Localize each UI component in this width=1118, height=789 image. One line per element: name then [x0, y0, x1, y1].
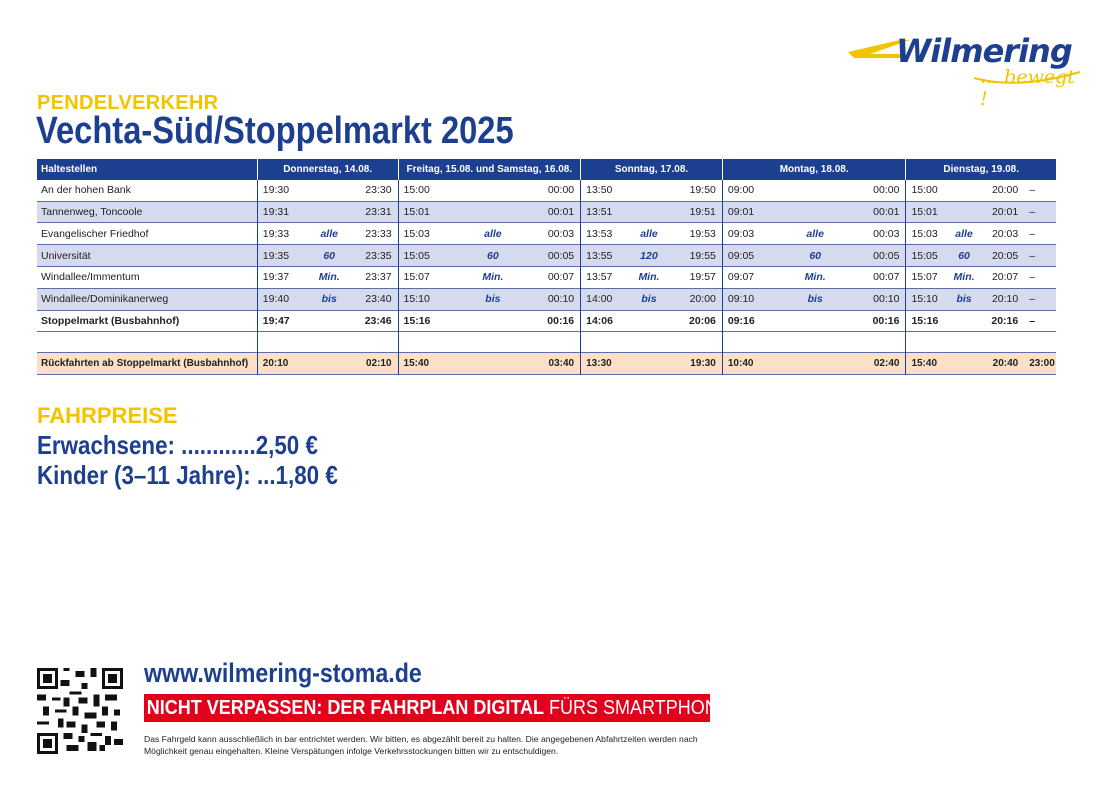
- time-cell: 15:07: [398, 266, 465, 288]
- interval-cell: bis: [641, 293, 657, 306]
- time-cell: 13:30: [581, 353, 620, 375]
- interval-cell: [306, 180, 352, 201]
- interval-cell: [619, 353, 678, 375]
- interval-cell: alle: [640, 227, 658, 240]
- dash-cell: –: [1029, 205, 1036, 218]
- spacer-cell: [722, 332, 906, 353]
- time-cell: 19:33: [257, 223, 306, 245]
- col-header-monday: Montag, 18.08.: [722, 159, 906, 180]
- time-cell: 23:35: [365, 249, 392, 262]
- time-cell: 19:53: [689, 227, 716, 240]
- qr-code-icon[interactable]: [37, 668, 123, 754]
- time-cell: 09:00: [722, 180, 785, 201]
- col-header-tuesday: Dienstag, 19.08.: [906, 159, 1056, 180]
- interval-cell: [306, 310, 352, 332]
- interval-cell: 60: [323, 249, 336, 262]
- table-row: [37, 245, 1056, 267]
- dash-cell: –: [1029, 293, 1036, 306]
- time-cell: 19:47: [257, 310, 306, 332]
- time-cell: 15:40: [906, 353, 946, 375]
- website-link[interactable]: www.wilmering-stoma.de: [144, 658, 422, 688]
- dash-cell: –: [1029, 271, 1036, 284]
- stop-name: Stoppelmarkt (Busbahnhof): [41, 314, 180, 327]
- logo-wordmark: Wilmering: [896, 32, 1072, 70]
- time-cell: 09:10: [722, 288, 785, 310]
- interval-cell: Min.: [638, 271, 660, 284]
- time-cell: 10:40: [722, 353, 785, 375]
- time-cell: 19:55: [689, 249, 716, 262]
- col-header-thursday: Donnerstag, 14.08.: [257, 159, 398, 180]
- time-cell: 23:37: [365, 271, 392, 284]
- time-cell: 23:31: [365, 205, 392, 218]
- time-cell: 00:05: [547, 249, 575, 262]
- time-cell: 23:00: [1029, 358, 1055, 370]
- time-cell: 20:10: [257, 353, 306, 375]
- interval-cell: alle: [484, 227, 502, 240]
- time-cell: 15:01: [906, 201, 946, 223]
- time-cell: 20:10: [991, 293, 1019, 306]
- digital-timetable-banner: [144, 694, 735, 722]
- time-cell: 20:00: [689, 293, 716, 306]
- time-cell: 20:16: [991, 314, 1019, 327]
- interval-cell: bis: [485, 293, 501, 306]
- spacer-cell: [906, 332, 1056, 353]
- time-cell: 00:01: [873, 205, 900, 218]
- time-cell: 00:05: [873, 249, 900, 262]
- page-title: Vechta-Süd/Stoppelmarkt 2025: [36, 110, 514, 152]
- time-cell: 15:10: [906, 288, 946, 310]
- return-row: [37, 353, 1056, 375]
- time-cell: 00:00: [547, 184, 575, 197]
- time-cell: 03:40: [548, 358, 575, 370]
- stop-name: Windallee/Immentum: [41, 271, 140, 284]
- interval-cell: Min.: [804, 271, 826, 284]
- col-header-friday-saturday: Freitag, 15.08. und Samstag, 16.08.: [398, 159, 581, 180]
- time-cell: 00:07: [873, 271, 900, 284]
- time-cell: 20:05: [991, 249, 1019, 262]
- interval-cell: [465, 353, 520, 375]
- stop-name: Windallee/Dominikanerweg: [41, 293, 169, 306]
- time-cell: 20:03: [991, 227, 1019, 240]
- time-cell: 00:10: [873, 293, 900, 306]
- fares-heading: FAHRPREISE: [37, 403, 178, 428]
- time-cell: 23:40: [365, 293, 392, 306]
- table-row: [37, 310, 1056, 332]
- page-kicker: PENDELVERKEHR: [37, 92, 219, 114]
- time-cell: 19:30: [690, 358, 716, 370]
- interval-cell: 60: [809, 249, 821, 262]
- interval-cell: alle: [320, 227, 338, 240]
- interval-cell: Min.: [953, 271, 975, 284]
- logo-tagline: ... bewegt !: [980, 66, 1075, 110]
- time-cell: 19:35: [257, 245, 306, 267]
- time-cell: 19:40: [257, 288, 306, 310]
- interval-cell: [619, 180, 678, 201]
- stop-name: Evangelischer Friedhof: [41, 227, 149, 240]
- interval-cell: bis: [956, 293, 972, 306]
- time-cell: 19:51: [689, 205, 716, 218]
- spacer-row: [37, 332, 1056, 353]
- time-cell: 15:07: [906, 266, 946, 288]
- time-cell: 15:16: [906, 310, 946, 332]
- time-cell: 02:40: [873, 358, 900, 370]
- interval-cell: [465, 310, 520, 332]
- time-cell: 20:00: [991, 184, 1019, 197]
- time-cell: 20:06: [689, 314, 716, 327]
- interval-cell: Min.: [482, 271, 504, 284]
- time-cell: 09:07: [722, 266, 785, 288]
- time-cell: 00:07: [547, 271, 575, 284]
- time-cell: 13:53: [581, 223, 620, 245]
- fare-child: Kinder (3–11 Jahre): ...1,80 €: [37, 460, 338, 490]
- time-cell: 00:10: [547, 293, 575, 306]
- time-cell: 23:46: [364, 314, 392, 327]
- spacer-cell: [37, 332, 257, 353]
- spacer-cell: [398, 332, 581, 353]
- stop-name: Tannenweg, Toncoole: [41, 205, 143, 218]
- time-cell: 02:10: [365, 358, 392, 370]
- time-cell: 19:37: [257, 266, 306, 288]
- interval-cell: [619, 201, 678, 223]
- time-cell: 19:50: [689, 184, 716, 197]
- time-cell: 00:03: [873, 227, 900, 240]
- time-cell: 20:07: [991, 271, 1019, 284]
- time-cell: 15:00: [398, 180, 465, 201]
- interval-cell: Min.: [318, 271, 340, 284]
- table-row: [37, 266, 1056, 288]
- dash-cell: –: [1029, 184, 1036, 197]
- dash-cell: –: [1029, 227, 1036, 240]
- time-cell: 09:01: [722, 201, 785, 223]
- banner-rest-text: FÜRS SMARTPHONE!: [544, 697, 735, 719]
- time-cell: 00:03: [547, 227, 575, 240]
- interval-cell: [306, 201, 352, 223]
- interval-cell: [786, 353, 845, 375]
- interval-cell: [465, 201, 520, 223]
- time-cell: 20:01: [991, 205, 1019, 218]
- time-cell: 00:16: [547, 314, 575, 327]
- time-cell: 15:05: [398, 245, 465, 267]
- table-row: [37, 288, 1056, 310]
- dash-cell: –: [1029, 314, 1036, 327]
- time-cell: 19:31: [257, 201, 306, 223]
- interval-cell: [619, 310, 678, 332]
- time-cell: 15:10: [398, 288, 465, 310]
- time-cell: 09:03: [722, 223, 785, 245]
- interval-cell: 60: [958, 249, 970, 262]
- interval-cell: [946, 310, 983, 332]
- col-header-sunday: Sonntag, 17.08.: [581, 159, 723, 180]
- time-cell: 09:16: [722, 310, 785, 332]
- interval-cell: 120: [640, 249, 658, 262]
- fare-adult: Erwachsene: ............2,50 €: [37, 430, 318, 460]
- table-row: [37, 223, 1056, 245]
- time-cell: 15:03: [398, 223, 465, 245]
- spacer-cell: [257, 332, 398, 353]
- time-cell: 20:40: [992, 358, 1019, 370]
- time-cell: 13:57: [581, 266, 620, 288]
- time-cell: 15:05: [906, 245, 946, 267]
- time-cell: 14:00: [581, 288, 620, 310]
- interval-cell: 60: [487, 249, 499, 262]
- stop-name: Universität: [41, 249, 91, 262]
- time-cell: 09:05: [722, 245, 785, 267]
- time-cell: 15:01: [398, 201, 465, 223]
- time-cell: 13:55: [581, 245, 620, 267]
- time-cell: 13:51: [581, 201, 620, 223]
- interval-cell: alle: [955, 227, 973, 240]
- table-row: [37, 180, 1056, 201]
- interval-cell: [465, 180, 520, 201]
- time-cell: 19:57: [689, 271, 716, 284]
- time-cell: 23:33: [365, 227, 392, 240]
- interval-cell: [946, 353, 983, 375]
- interval-cell: [786, 180, 845, 201]
- interval-cell: [786, 310, 845, 332]
- interval-cell: alle: [806, 227, 824, 240]
- time-cell: 14:06: [581, 310, 620, 332]
- dash-cell: –: [1029, 249, 1036, 262]
- spacer-cell: [581, 332, 723, 353]
- return-label: Rückfahrten ab Stoppelmarkt (Busbahnhof): [41, 358, 249, 370]
- interval-cell: [306, 353, 352, 375]
- time-cell: 00:01: [547, 205, 575, 218]
- time-cell: 13:50: [581, 180, 620, 201]
- time-cell: 15:16: [398, 310, 465, 332]
- col-header-stops: Haltestellen: [37, 159, 257, 180]
- interval-cell: bis: [321, 293, 337, 306]
- wilmering-logo: [848, 30, 1088, 110]
- table-row: [37, 201, 1056, 223]
- time-cell: 15:03: [906, 223, 946, 245]
- time-cell: 15:40: [398, 353, 465, 375]
- time-cell: 00:00: [873, 184, 900, 197]
- time-cell: 19:30: [257, 180, 306, 201]
- stop-name: An der hohen Bank: [41, 184, 131, 197]
- interval-cell: bis: [807, 293, 823, 306]
- banner-bold-text: NICHT VERPASSEN: DER FAHRPLAN DIGITAL: [146, 697, 545, 719]
- interval-cell: [786, 201, 845, 223]
- timetable: [37, 159, 1056, 375]
- time-cell: 00:16: [872, 314, 900, 327]
- time-cell: 15:00: [906, 180, 946, 201]
- time-cell: 23:30: [365, 184, 392, 197]
- fine-print-note: Das Fahrgeld kann ausschließlich in bar entrichtet werden. Wir bitten, es abgezählt bereit zu halten. Die angegebenen Abfahrtzeiten werden nach Möglichkeit genau eingehalten. Kleine Verspätungen infolge Verkehrsstockungen bitten wir zu entschuldigen.: [144, 734, 698, 756]
- timetable-header-row: [37, 159, 1056, 180]
